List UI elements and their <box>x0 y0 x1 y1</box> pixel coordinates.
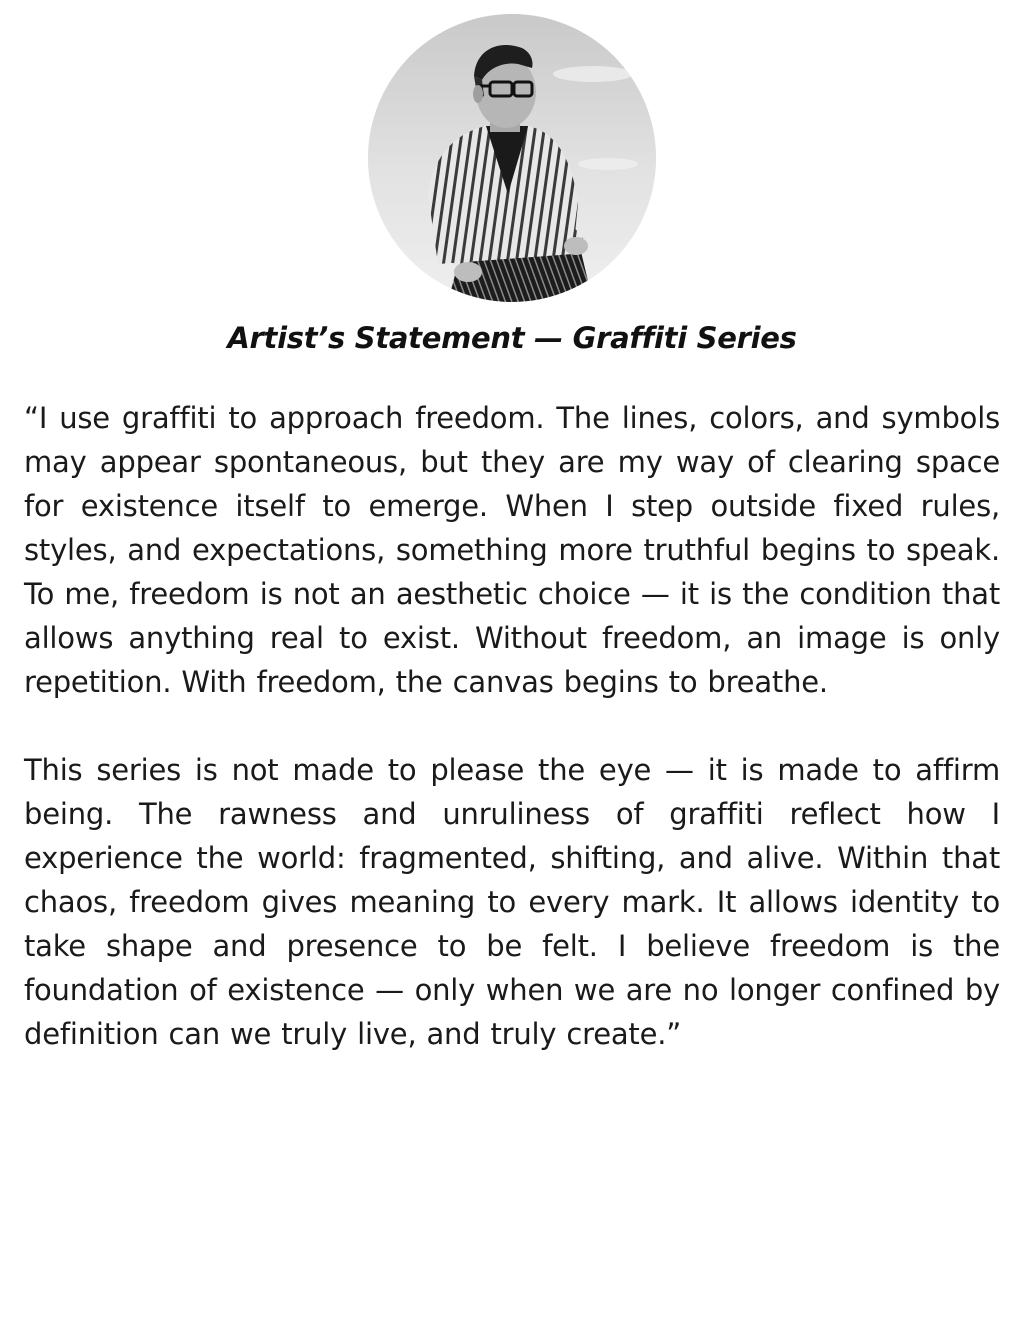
statement-title: Artist’s Statement — Graffiti Series <box>227 321 797 355</box>
statement-paragraph-1: “I use graffiti to approach freedom. The lines, colors, and symbols may appear spontaneous, but they are my way of clearing space for existence itself to emerge. When I step outside fixed rules, styles, and expectations, something more truthful begins to speak. To me, freedom is not an aesthetic choice — it is the condition that allows anything real to exist. Without freedom, an image is only repetition. With freedom, the canvas begins to breathe. <box>24 401 1000 699</box>
statement-paragraph-2: This series is not made to please the eye — it is made to affirm being. The rawness and unruliness of graffiti reflect how I experience the world: fragmented, shifting, and alive. Within that chaos, freedom gives meaning to every mark. It allows identity to take shape and presence to be felt. I believe freedom is the foundation of existence — only when we are no longer confined by definition can we truly live, and truly create.” <box>24 753 1000 1051</box>
statement-body <box>24 396 1000 1056</box>
artist-portrait <box>368 14 656 302</box>
